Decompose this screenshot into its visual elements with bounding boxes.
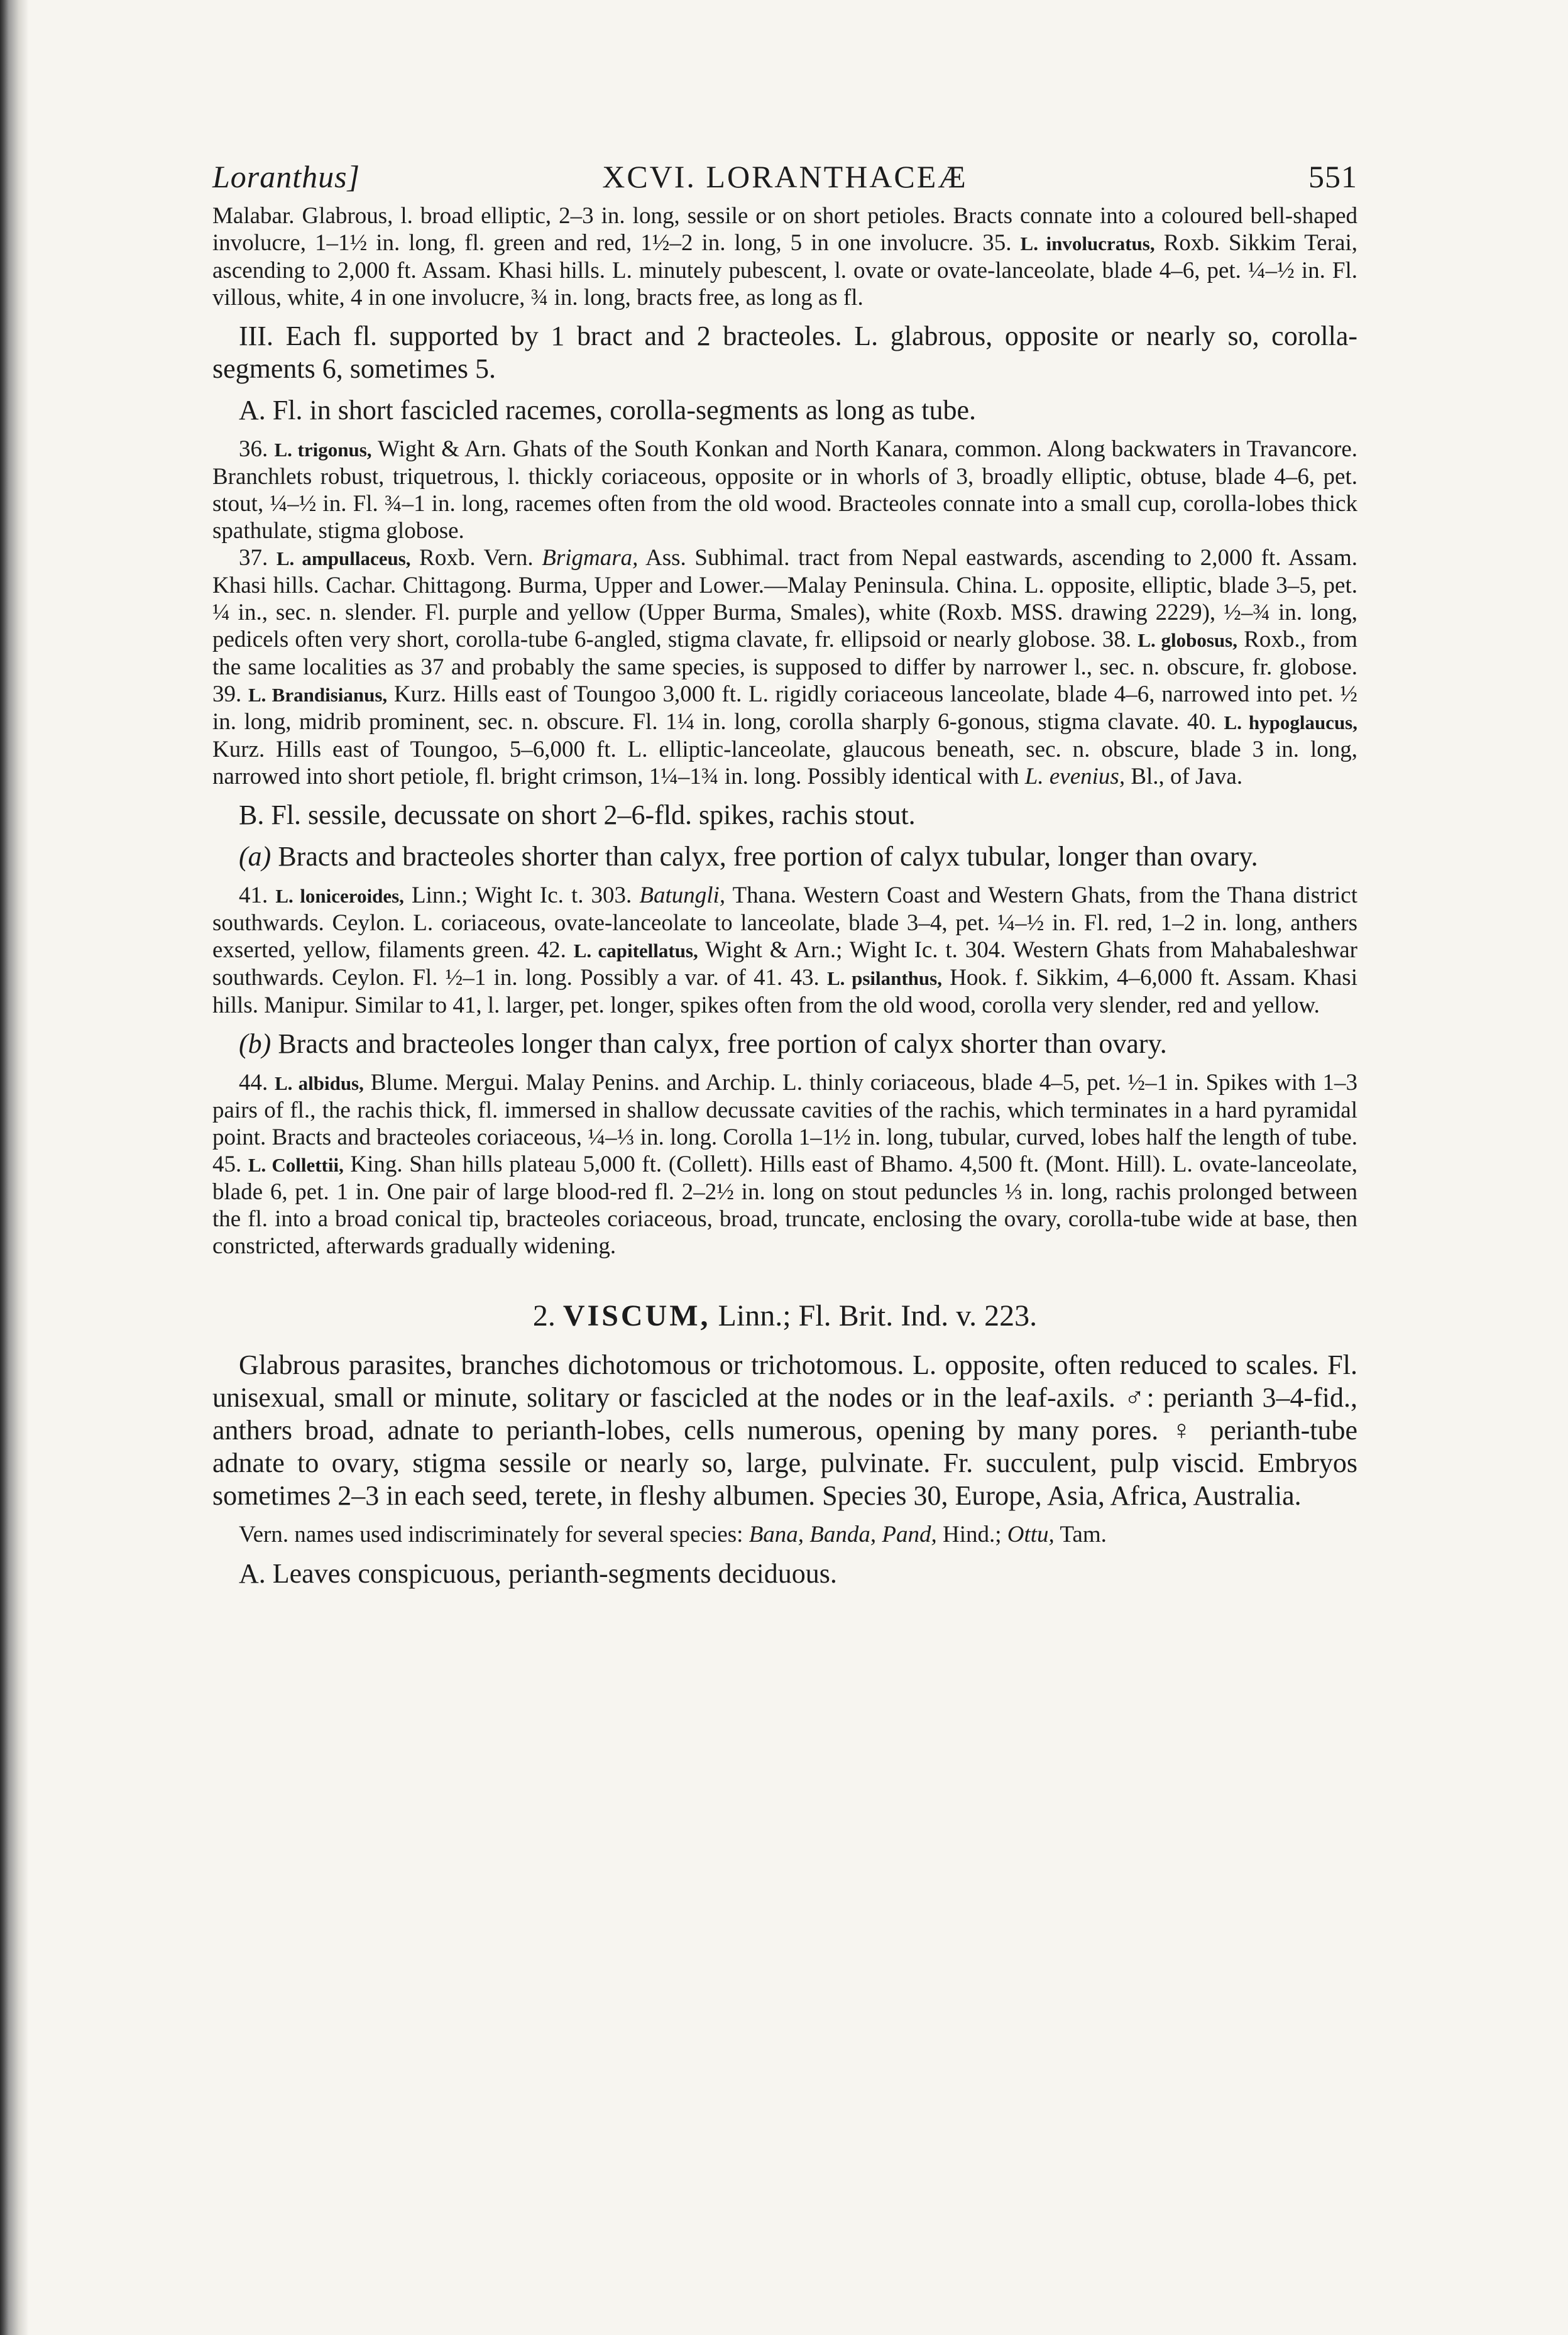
species-37-entry: 37. L. ampullaceus, Roxb. Vern. Brigmara, Ass. Subhimal. tract from Nepal eastwards, ascending to 2,000 ft. Assam. Khasi hills. Cachar. Chittagong. Burma, Upper and Lower.—Malay Peninsula. China. L. opposite, elliptic, blade 3–5, pet. ¼ in., sec. n. slender. Fl. purple and yellow (Upper Burma, Smales), white (Roxb. MSS. drawing 2229), ½–¾ in. long, pedicels often very short, corolla-tube 6-angled, stigma clavate, fr. ellipsoid or nearly globose. 38. L. globosus, Roxb., from the same localities as 37 and probably the same species, is supposed to differ by narrower l., sec. n. obscure, fr. globose. 39. L. Brandisianus, Kurz. Hills east of Toungoo 3,000 ft. L. rigidly coriaceous lanceolate, blade 4–6, narrowed into pet. ½ in. long, midrib prominent, sec. n. obscure. Fl. 1¼ in. long, corolla sharply 6-gonous, stigma clavate. 40. L. hypoglaucus, Kurz. Hills east of Toungoo, 5–6,000 ft. L. elliptic-lanceolate, glaucous beneath, sec. n. obscure, blade 3 in. long, narrowed into short petiole, fl. bright crimson, 1¼–1¾ in. long. Possibly identical with L. evenius, Bl., of Java. <box>212 545 1358 789</box>
section-ba-heading: (a) Bracts and bracteoles shorter than calyx, free portion of calyx tubular, longer than ovary. <box>239 841 1258 872</box>
page-number: 551 <box>1308 159 1357 194</box>
species-reference: L. evenius, <box>1024 764 1126 789</box>
section-b-heading: B. Fl. sessile, decussate on short 2–6-fld. spikes, rachis stout. <box>239 799 916 830</box>
vernacular-name: Batungli, <box>639 882 726 908</box>
species-name: L. psilanthus, <box>826 967 942 989</box>
species-name: L. Collettii, <box>248 1154 344 1176</box>
running-header <box>212 158 1357 202</box>
book-page <box>212 158 1357 1590</box>
species-36-entry: 36. L. trigonus, Wight & Arn. Ghats of the South Konkan and North Kanara, common. Along backwaters in Travancore. Branchlets robust, triquetrous, l. thickly coriaceous, opposite or in whorls of 3, broadly elliptic, obtuse, blade 4–6, pet. stout, ¼–½ in. Fl. ¾–1 in. long, racemes often from the old wood. Bracteoles connate into a small cup, corolla-lobes thick spathulate, stigma globose. <box>212 436 1358 544</box>
section-a-heading: A. Fl. in short fascicled racemes, corolla-segments as long as tube. <box>239 395 977 426</box>
continuation-paragraph: Malabar. Glabrous, l. broad elliptic, 2–3 in. long, sessile or on short petioles. Bracts connate into a coloured bell-shaped involucre, 1–1½ in. long, fl. green and red, 1½–2 in. long, 5 in one involucre. 35. L. involucratus, Roxb. Sikkim Terai, ascending to 2,000 ft. Assam. Khasi hills. L. minutely pubescent, l. ovate or ovate-lanceolate, blade 4–6, pet. ¼–½ in. Fl. villous, white, 4 in one involucre, ¾ in. long, bracts free, as long as fl. <box>212 203 1358 310</box>
species-44-entry: 44. L. albidus, Blume. Mergui. Malay Penins. and Archip. L. thinly coriaceous, blade 4–5, pet. ½–1 in. Spikes with 1–3 pairs of fl., the rachis thick, fl. immersed in shallow decussate cavities of the rachis, which terminates in a hard pyramidal point. Bracts and bracteoles coriaceous, ¼–⅓ in. long. Corolla 1–1½ in. long, tubular, curved, lobes half the length of tube. 45. L. Collettii, King. Shan hills plateau 5,000 ft. (Collett). Hills east of Bhamo. 4,500 ft. (Mont. Hill). L. ovate-lanceolate, blade 6, pet. 1 in. One pair of large blood-red fl. 2–2½ in. long on stout peduncles ⅓ in. long, rachis prolonged between the fl. into a broad conical tip, bracteoles coriaceous, broad, truncate, enclosing the ovary, corolla-tube wide at base, then constricted, afterwards gradually widening. <box>212 1070 1358 1259</box>
genus-name: VISCUM, <box>562 1299 711 1332</box>
species-name: L. loniceroides, <box>275 885 404 907</box>
section-iii: III. Each fl. supported by 1 bract and 2 bracteoles. L. glabrous, opposite or nearly so, corolla-segments 6, sometimes 5. <box>212 321 1357 384</box>
species-name: L. hypoglaucus, <box>1224 711 1358 733</box>
genus-description: Glabrous parasites, branches dichotomous or trichotomous. L. opposite, often reduced to scales. Fl. unisexual, small or minute, solitary or fascicled at the nodes or in the leaf-axils. ♂: perianth 3–4-fid., anthers broad, adnate to perianth-lobes, cells numerous, opening by many pores. ♀ perianth-tube adnate to ovary, stigma sessile or nearly so, large, pulvinate. Fr. succulent, pulp viscid. Embryos sometimes 2–3 in each seed, terete, in fleshy albumen. Species 30, Europe, Asia, Africa, Australia. <box>212 1349 1357 1511</box>
vernacular-name: Brigmara, <box>542 545 639 571</box>
species-name: L. trigonus, <box>274 439 372 461</box>
species-name: L. ampullaceus, <box>276 547 411 569</box>
vernacular-names-note: Vern. names used indiscriminately for several species: Bana, Banda, Pand, Hind.; Ottu, Tam. <box>239 1522 1107 1547</box>
species-41-entry: 41. L. loniceroides, Linn.; Wight Ic. t. 303. Batungli, Thana. Western Coast and Western Ghats, from the Thana district southwards. Ceylon. L. coriaceous, ovate-lanceolate to lanceolate, blade 3–4, pet. ¼–½ in. Fl. red, 1–2 in. long, anthers exserted, yellow, filaments green. 42. L. capitellatus, Wight & Arn.; Wight Ic. t. 304. Western Ghats from Mahabaleshwar southwards. Ceylon. Fl. ½–1 in. long. Possibly a var. of 41. 43. L. psilanthus, Hook. f. Sikkim, 4–6,000 ft. Assam. Khasi hills. Manipur. Similar to 41, l. larger, pet. longer, spikes often from the old wood, corolla very slender, red and yellow. <box>212 882 1357 1018</box>
species-name: L. capitellatus, <box>573 940 698 962</box>
final-section-heading: A. Leaves conspicuous, perianth-segments deciduous. <box>239 1558 837 1589</box>
genus-heading: 2. VISCUM, Linn.; Fl. Brit. Ind. v. 223. <box>532 1299 1038 1332</box>
species-name: L. albidus, <box>274 1072 364 1094</box>
species-name: L. globosus, <box>1138 629 1237 651</box>
header-family: XCVI. LORANTHACEÆ <box>602 159 968 194</box>
header-genus: Loranthus] <box>212 159 361 194</box>
section-bb-heading: (b) Bracts and bracteoles longer than calyx, free portion of calyx shorter than ovary. <box>239 1028 1167 1059</box>
species-name: L. Brandisianus, <box>248 684 388 706</box>
book-binding-edge <box>0 0 29 2335</box>
species-name: L. involucratus, <box>1020 233 1155 255</box>
